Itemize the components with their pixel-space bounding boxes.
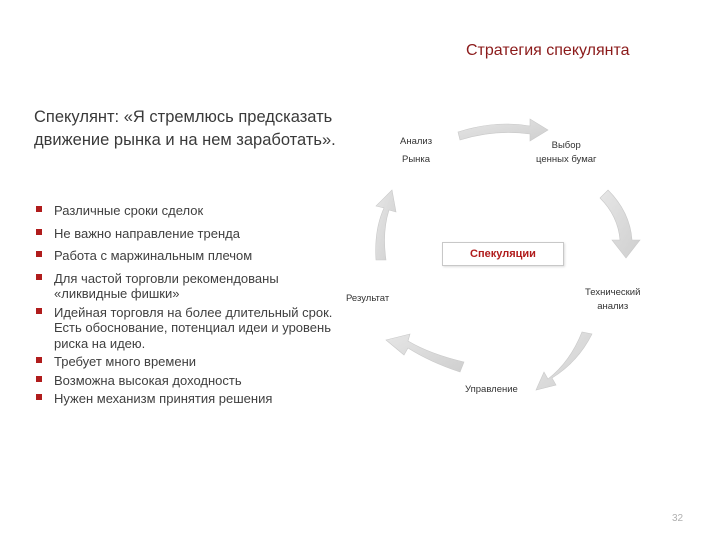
bullet-square-icon — [36, 229, 42, 235]
cycle-result-label: Результат — [346, 293, 390, 304]
bullet-square-icon — [36, 357, 42, 363]
bullet-item: Для частой торговли рекомендованы «ликвидные фишки» — [34, 271, 344, 302]
bullet-item: Различные сроки сделок — [34, 203, 344, 219]
arrow-left-icon — [376, 190, 396, 260]
center-speculation-box: Спекуляции — [442, 242, 564, 266]
cycle-choice-label: Выбор ценных бумаг — [536, 140, 597, 165]
page-number: 32 — [672, 513, 684, 524]
bullet-item: Идейная торговля на более длительный срок. Есть обоснование, потенциал идеи и уровень риска на идею. — [34, 305, 344, 352]
bullet-item: Не важно направление тренда — [34, 226, 344, 242]
slide-title: Стратегия спекулянта — [466, 42, 630, 59]
bullet-item: Нужен механизм принятия решения — [34, 391, 344, 407]
cycle-management-label: Управление — [465, 384, 518, 395]
bullet-square-icon — [36, 376, 42, 382]
speculator-quote: Спекулянт: «Я стремлюсь предсказать движение рынка и на нем заработать». — [34, 108, 336, 149]
bullet-square-icon — [36, 394, 42, 400]
arrow-bottom-icon — [386, 334, 464, 372]
bullet-list — [34, 203, 344, 410]
bullet-item: Возможна высокая доходность — [34, 373, 344, 389]
bullet-item: Требует много времени — [34, 354, 344, 370]
arrow-top-icon — [458, 119, 548, 141]
cycle-technical-label: Технический анализ — [585, 287, 641, 312]
bullet-square-icon — [36, 274, 42, 280]
bullet-square-icon — [36, 251, 42, 257]
bullet-square-icon — [36, 308, 42, 314]
arrow-right-icon — [600, 190, 640, 258]
bullet-square-icon — [36, 206, 42, 212]
bullet-item: Работа с маржинальным плечом — [34, 248, 344, 264]
arrow-bottom-right-icon — [536, 332, 592, 390]
cycle-analysis-label: Анализ Рынка — [400, 136, 433, 165]
